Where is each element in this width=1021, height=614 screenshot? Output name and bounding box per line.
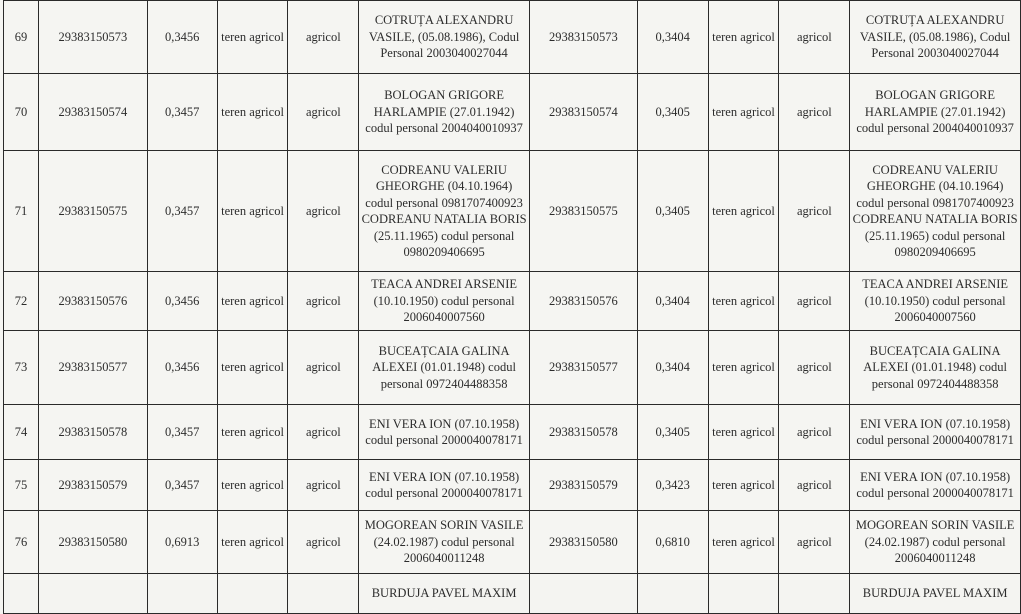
land-use-initial: agricol: [288, 331, 359, 405]
table-row: [4, 1, 1021, 74]
land-use-final: agricol: [779, 272, 850, 331]
land-type-final: teren agricol: [708, 151, 779, 272]
land-type-final: teren agricol: [708, 460, 779, 511]
area-final: [637, 574, 708, 614]
land-type-initial: [217, 574, 288, 614]
land-type-initial: teren agricol: [217, 272, 288, 331]
cadastral-code-final: 29383150575: [529, 151, 637, 272]
area-final: 0,3405: [637, 405, 708, 460]
owner-final: ENI VERA ION (07.10.1958) codul personal 2000040078171: [850, 460, 1021, 511]
land-use-final: agricol: [779, 460, 850, 511]
cadastral-code-initial: 29383150575: [38, 151, 147, 272]
land-type-initial: teren agricol: [217, 511, 288, 574]
cadastral-code-initial: 29383150580: [38, 511, 147, 574]
area-final: 0,3405: [637, 151, 708, 272]
land-type-initial: teren agricol: [217, 1, 288, 74]
row-number: 71: [4, 151, 39, 272]
area-final: 0,6810: [637, 511, 708, 574]
land-type-final: teren agricol: [708, 1, 779, 74]
cadastral-code-initial: 29383150577: [38, 331, 147, 405]
owner-initial: MOGOREAN SORIN VASILE (24.02.1987) codul personal 2006040011248: [359, 511, 530, 574]
owner-final: CODREANU VALERIU GHEORGHE (04.10.1964) codul personal 0981707400923 CODREANU NATALIA BORIS (25.11.1965) codul personal 0980209406695: [850, 151, 1021, 272]
row-number: 72: [4, 272, 39, 331]
cadastral-table: [3, 0, 1021, 614]
row-number: 74: [4, 405, 39, 460]
owner-initial: ENI VERA ION (07.10.1958) codul personal 2000040078171: [359, 460, 530, 511]
land-use-final: agricol: [779, 511, 850, 574]
owner-final: BUCEAȚCAIA GALINA ALEXEI (01.01.1948) codul personal 0972404488358: [850, 331, 1021, 405]
owner-final: BURDUJA PAVEL MAXIM: [850, 574, 1021, 614]
land-use-final: agricol: [779, 405, 850, 460]
area-final: 0,3404: [637, 1, 708, 74]
cadastral-code-final: [529, 574, 637, 614]
land-type-initial: teren agricol: [217, 460, 288, 511]
table-row: [4, 511, 1021, 574]
owner-initial: BOLOGAN GRIGORE HARLAMPIE (27.01.1942) codul personal 2004040010937: [359, 74, 530, 151]
land-use-final: agricol: [779, 74, 850, 151]
land-type-final: teren agricol: [708, 405, 779, 460]
land-type-initial: teren agricol: [217, 151, 288, 272]
area-final: 0,3404: [637, 331, 708, 405]
land-type-initial: teren agricol: [217, 331, 288, 405]
cadastral-code-initial: 29383150578: [38, 405, 147, 460]
area-final: 0,3405: [637, 74, 708, 151]
owner-initial: CODREANU VALERIU GHEORGHE (04.10.1964) codul personal 0981707400923 CODREANU NATALIA BORIS (25.11.1965) codul personal 0980209406695: [359, 151, 530, 272]
owner-initial: ENI VERA ION (07.10.1958) codul personal 2000040078171: [359, 405, 530, 460]
owner-initial: BURDUJA PAVEL MAXIM: [359, 574, 530, 614]
land-use-initial: agricol: [288, 74, 359, 151]
area-initial: 0,3457: [147, 151, 217, 272]
cadastral-code-final: 29383150573: [529, 1, 637, 74]
area-initial: 0,3456: [147, 1, 217, 74]
cadastral-code-final: 29383150579: [529, 460, 637, 511]
area-initial: 0,3457: [147, 460, 217, 511]
land-use-initial: agricol: [288, 511, 359, 574]
row-number: 76: [4, 511, 39, 574]
row-number: [4, 574, 39, 614]
land-type-final: teren agricol: [708, 331, 779, 405]
table-row: [4, 151, 1021, 272]
cadastral-code-final: 29383150577: [529, 331, 637, 405]
row-number: 75: [4, 460, 39, 511]
cadastral-code-initial: [38, 574, 147, 614]
row-number: 69: [4, 1, 39, 74]
cadastral-code-final: 29383150576: [529, 272, 637, 331]
land-type-final: [708, 574, 779, 614]
cadastral-code-final: 29383150578: [529, 405, 637, 460]
area-initial: 0,3456: [147, 272, 217, 331]
area-final: 0,3404: [637, 272, 708, 331]
land-type-initial: teren agricol: [217, 74, 288, 151]
row-number: 73: [4, 331, 39, 405]
land-use-final: agricol: [779, 151, 850, 272]
land-type-final: teren agricol: [708, 272, 779, 331]
table-row: [4, 574, 1021, 614]
cadastral-code-initial: 29383150579: [38, 460, 147, 511]
owner-final: COTRUȚA ALEXANDRU VASILE, (05.08.1986), Codul Personal 2003040027044: [850, 1, 1021, 74]
table-row: [4, 272, 1021, 331]
owner-final: TEACA ANDREI ARSENIE (10.10.1950) codul personal 2006040007560: [850, 272, 1021, 331]
owner-final: ENI VERA ION (07.10.1958) codul personal 2000040078171: [850, 405, 1021, 460]
land-use-initial: agricol: [288, 405, 359, 460]
cadastral-code-final: 29383150574: [529, 74, 637, 151]
land-use-initial: [288, 574, 359, 614]
table-row: [4, 331, 1021, 405]
cadastral-code-initial: 29383150573: [38, 1, 147, 74]
land-use-initial: agricol: [288, 1, 359, 74]
area-initial: 0,6913: [147, 511, 217, 574]
land-use-initial: agricol: [288, 151, 359, 272]
land-type-final: teren agricol: [708, 511, 779, 574]
land-use-final: [779, 574, 850, 614]
area-initial: 0,3456: [147, 331, 217, 405]
owner-initial: TEACA ANDREI ARSENIE (10.10.1950) codul personal 2006040007560: [359, 272, 530, 331]
owner-final: MOGOREAN SORIN VASILE (24.02.1987) codul personal 2006040011248: [850, 511, 1021, 574]
cadastral-code-initial: 29383150574: [38, 74, 147, 151]
row-number: 70: [4, 74, 39, 151]
area-final: 0,3423: [637, 460, 708, 511]
table-row: [4, 405, 1021, 460]
land-type-final: teren agricol: [708, 74, 779, 151]
land-use-final: agricol: [779, 1, 850, 74]
cadastral-code-initial: 29383150576: [38, 272, 147, 331]
table-row: [4, 74, 1021, 151]
land-use-initial: agricol: [288, 272, 359, 331]
area-initial: [147, 574, 217, 614]
area-initial: 0,3457: [147, 405, 217, 460]
land-use-final: agricol: [779, 331, 850, 405]
cadastral-code-final: 29383150580: [529, 511, 637, 574]
land-type-initial: teren agricol: [217, 405, 288, 460]
owner-initial: COTRUȚA ALEXANDRU VASILE, (05.08.1986), Codul Personal 2003040027044: [359, 1, 530, 74]
owner-initial: BUCEAȚCAIA GALINA ALEXEI (01.01.1948) codul personal 0972404488358: [359, 331, 530, 405]
owner-final: BOLOGAN GRIGORE HARLAMPIE (27.01.1942) codul personal 2004040010937: [850, 74, 1021, 151]
area-initial: 0,3457: [147, 74, 217, 151]
table-row: [4, 460, 1021, 511]
land-use-initial: agricol: [288, 460, 359, 511]
